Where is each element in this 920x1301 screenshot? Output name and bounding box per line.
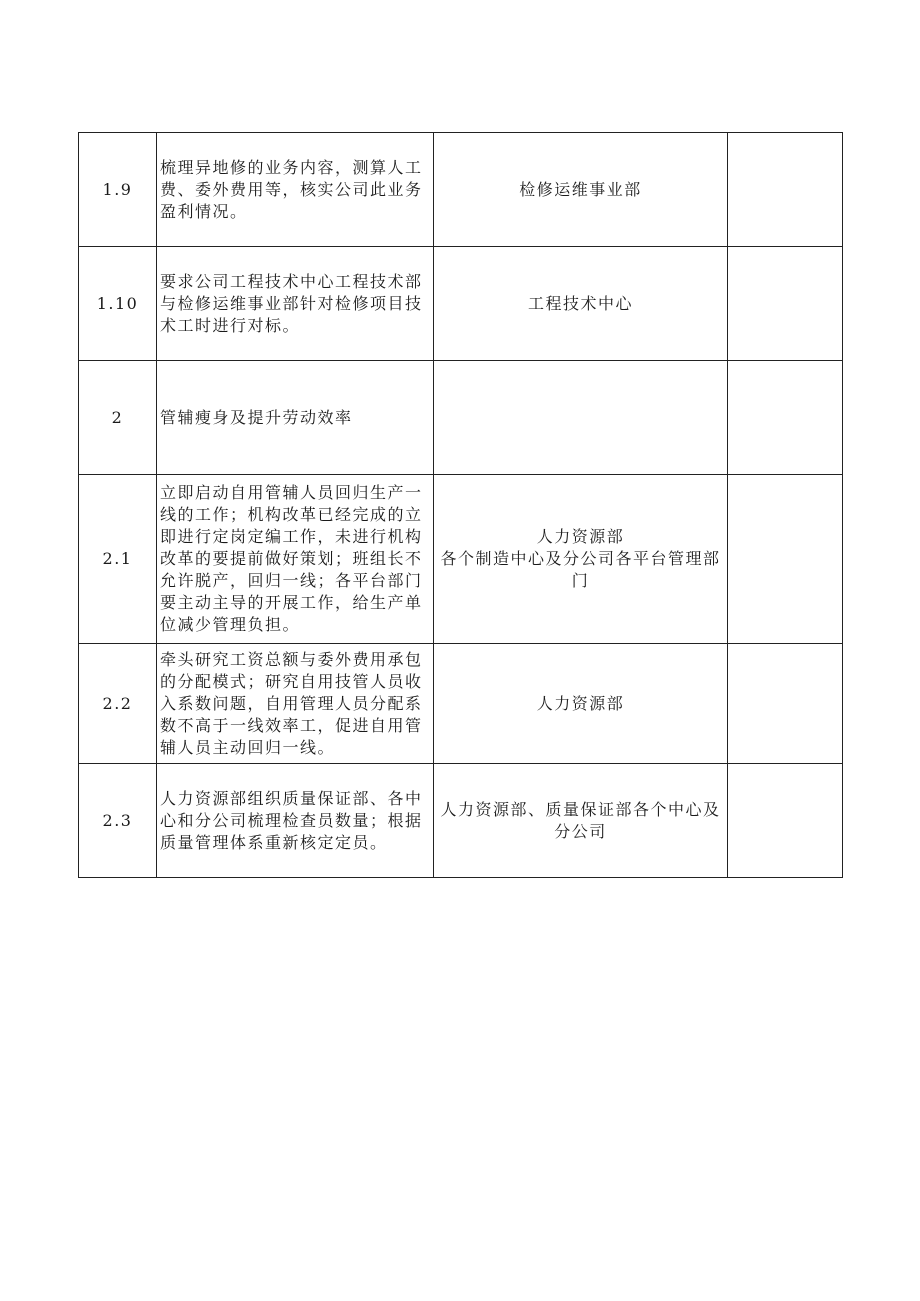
item-number: 1.10 — [79, 247, 157, 361]
item-number: 2.2 — [79, 644, 157, 764]
item-number: 2 — [79, 361, 157, 475]
responsible-department — [434, 475, 728, 644]
remark-cell — [728, 644, 843, 764]
remark-cell — [728, 764, 843, 878]
remark-cell — [728, 361, 843, 475]
table-row — [79, 475, 843, 644]
responsible-department — [434, 247, 728, 361]
task-content: 牵头研究工资总额与委外费用承包的分配模式；研究自用技管人员收入系数问题，自用管理人员分配系数不高于一线效率工，促进自用管辅人员主动回归一线。 — [157, 644, 434, 764]
task-content: 立即启动自用管辅人员回归生产一线的工作；机构改革已经完成的立即进行定岗定编工作，未进行机构改革的要提前做好策划；班组长不允许脱产，回归一线；各平台部门要主动主导的开展工作，给生产单位减少管理负担。 — [157, 475, 434, 644]
responsible-department — [434, 764, 728, 878]
remark-cell — [728, 247, 843, 361]
table-row — [79, 644, 843, 764]
item-number: 2.3 — [79, 764, 157, 878]
task-content: 梳理异地修的业务内容，测算人工费、委外费用等，核实公司此业务盈利情况。 — [157, 133, 434, 247]
department-name: 人力资源部 — [536, 693, 625, 713]
department-name: 人力资源部、质量保证部各个中心及分公司 — [440, 799, 721, 841]
department-name: 人力资源部 — [536, 527, 625, 546]
remark-cell — [728, 475, 843, 644]
department-name: 工程技术中心 — [527, 293, 633, 313]
department-name: 检修运维事业部 — [519, 179, 642, 199]
task-content: 要求公司工程技术中心工程技术部与检修运维事业部针对检修项目技术工时进行对标。 — [157, 247, 434, 361]
table-row — [79, 764, 843, 878]
department-name: 各个制造中心及分公司各平台管理部门 — [440, 549, 721, 590]
section-heading: 管辅瘦身及提升劳动效率 — [157, 361, 434, 475]
item-number: 1.9 — [79, 133, 157, 247]
responsible-department — [434, 361, 728, 475]
table-row — [79, 247, 843, 361]
responsible-department — [434, 644, 728, 764]
task-content: 人力资源部组织质量保证部、各中心和分公司梳理检查员数量；根据质量管理体系重新核定定员。 — [157, 764, 434, 878]
table-row — [79, 133, 843, 247]
item-number: 2.1 — [79, 475, 157, 644]
remark-cell — [728, 133, 843, 247]
responsible-department — [434, 133, 728, 247]
task-table — [78, 132, 843, 878]
table-row — [79, 361, 843, 475]
